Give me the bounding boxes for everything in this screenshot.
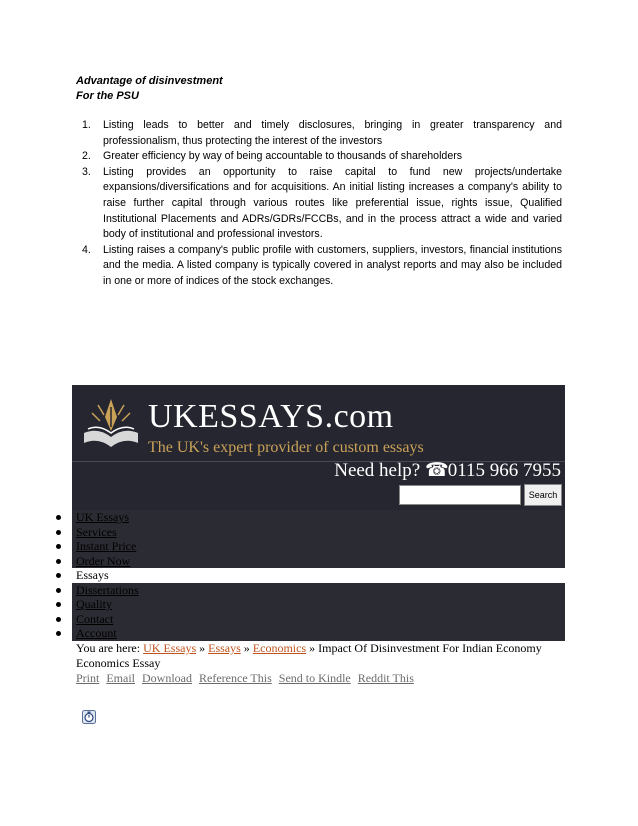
list-text: Greater efficiency by way of being accountable to thousands of shareholders [103,150,463,163]
nav-label[interactable]: Dissertations [76,582,139,597]
list-item [76,149,562,165]
bullet-icon [56,631,61,636]
nav-label[interactable]: Services [76,524,117,539]
list-number: 3. [82,165,91,178]
list-text: Listing provides an opportunity to raise capital to fund new projects/undertake expansions/diversifications and for acquisitions. An initial listing increases a company's ability to raise further capital through various routes like preferential issue, rights issue, Qualified Institutional Placements and ADRs/GDRs/FCCBs, and in the process attract a wide and varied body of institutional and professional investors. [103,165,562,241]
list-item [76,118,562,149]
nav-label[interactable]: Account [76,626,117,640]
advantages-list [76,118,562,290]
rating-badge-icon[interactable] [82,710,96,724]
phone-icon: ☎ [424,460,449,481]
site-tagline: The UK's expert provider of custom essays [148,439,424,456]
bullet-icon [56,559,61,564]
list-number: 2. [82,150,91,163]
nav-item-quality[interactable] [0,597,565,612]
breadcrumb-home-link[interactable]: UK Essays [143,641,197,655]
list-number: 4. [82,243,91,256]
site-banner [72,385,565,510]
site-logo[interactable] [148,398,394,436]
nav-bar [72,510,565,525]
nav-label[interactable]: Instant Price [76,539,137,553]
print-link[interactable]: Print [76,671,100,685]
list-item [76,165,562,243]
logo-uk: UK [148,398,199,435]
breadcrumb-prefix: You are here: [76,641,141,655]
section-title: Advantage of disinvestment [76,75,223,87]
breadcrumb [76,641,546,671]
nav-bar [72,612,565,627]
email-link[interactable]: Email [106,671,136,685]
section-subtitle: For the PSU [76,90,139,102]
pen-book-logo-icon [80,393,142,455]
bullet-icon [56,602,61,607]
nav-item-account[interactable] [0,626,565,641]
breadcrumb-separator: » [243,641,250,655]
nav-bar [72,583,565,598]
help-phone [334,459,561,482]
main-nav [0,510,565,641]
bullet-icon [56,515,61,520]
list-item [76,243,562,290]
list-number: 1. [82,119,91,131]
nav-bar [72,539,565,554]
nav-label[interactable]: Order Now [76,553,131,568]
logo-dotcom: .com [324,398,394,435]
bullet-icon [56,588,61,593]
reddit-link[interactable]: Reddit This [357,671,414,685]
article-actions [76,671,418,686]
nav-item-order-now[interactable] [0,554,565,569]
breadcrumb-separator: » [199,641,206,655]
nav-bar [72,568,565,583]
list-text: Listing leads to better and timely disclosures, bringing in greater transparency and professionalism, thus protecting the interest of the investors [103,119,562,147]
nav-item-dissertations[interactable] [0,583,565,598]
breadcrumb-current: Impact Of Disinvestment For Indian Economy Economics Essay [76,641,542,670]
breadcrumb-economics-link[interactable]: Economics [252,641,307,655]
help-label: Need help? [334,460,421,481]
nav-bar [72,554,565,569]
nav-label[interactable]: UK Essays [76,510,129,524]
bullet-icon [56,617,61,622]
phone-number[interactable]: 0115 966 7955 [447,460,561,481]
nav-bar [72,597,565,612]
bullet-icon [56,530,61,535]
nav-bar [72,525,565,540]
breadcrumb-separator: » [309,641,316,655]
nav-item-uk-essays[interactable] [0,510,565,525]
nav-label[interactable]: Essays [76,568,109,582]
nav-label[interactable]: Contact [76,611,114,626]
nav-label[interactable]: Quality [76,597,112,611]
nav-item-contact[interactable] [0,612,565,627]
nav-item-essays[interactable] [0,568,565,583]
breadcrumb-essays-link[interactable]: Essays [208,641,241,655]
nav-bar [72,626,565,641]
kindle-link[interactable]: Send to Kindle [278,671,351,685]
reference-link[interactable]: Reference This [199,671,272,685]
bullet-icon [56,573,61,578]
search-input[interactable] [399,485,521,505]
bullet-icon [56,544,61,549]
logo-essays: ESSAYS [198,398,325,435]
download-link[interactable]: Download [142,671,193,685]
list-text: Listing raises a company's public profile with customers, suppliers, investors, financial institutions and the media. A listed company is typically covered in analyst reports and may also be included in one or more of indices of the stock exchanges. [103,243,562,287]
nav-item-services[interactable] [0,525,565,540]
search-button[interactable]: Search [524,484,562,506]
nav-item-instant-price[interactable] [0,539,565,554]
